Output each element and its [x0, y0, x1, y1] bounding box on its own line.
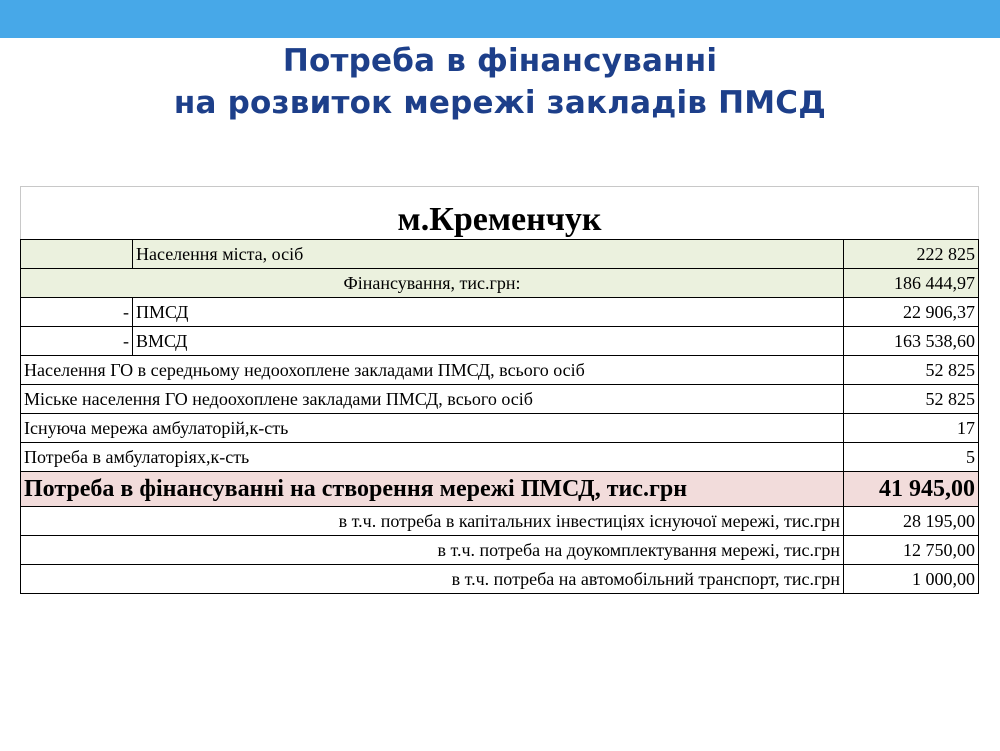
table-row-highlight	[21, 472, 979, 507]
pmsd-dash: -	[21, 298, 133, 327]
completion-value: 12 750,00	[844, 536, 979, 565]
need-ambulatories-value: 5	[844, 443, 979, 472]
table-title-row	[21, 187, 979, 240]
table-row	[21, 443, 979, 472]
table-row	[21, 414, 979, 443]
financing-value: 186 444,97	[844, 269, 979, 298]
go-uncovered-avg-value: 52 825	[844, 356, 979, 385]
existing-network-label: Існуюча мережа амбулаторій,к-сть	[21, 414, 844, 443]
population-value: 222 825	[844, 240, 979, 269]
capital-investments-value: 28 195,00	[844, 507, 979, 536]
empty-cell	[21, 240, 133, 269]
need-ambulatories-label: Потреба в амбулаторіях,к-сть	[21, 443, 844, 472]
vmsd-dash: -	[21, 327, 133, 356]
need-financing-value: 41 945,00	[844, 472, 979, 507]
slide-title	[0, 40, 1000, 124]
existing-network-value: 17	[844, 414, 979, 443]
table-row	[21, 240, 979, 269]
top-accent-bar	[0, 0, 1000, 38]
transport-value: 1 000,00	[844, 565, 979, 594]
table-row	[21, 536, 979, 565]
need-financing-label: Потреба в фінансуванні на створення мережі ПМСД, тис.грн	[21, 472, 844, 507]
slide-title-line-2: на розвиток мережі закладів ПМСД	[173, 85, 827, 121]
table-row	[21, 298, 979, 327]
go-uncovered-avg-label: Населення ГО в середньому недоохоплене закладами ПМСД, всього осіб	[21, 356, 844, 385]
completion-label: в т.ч. потреба на доукомплектування мережі, тис.грн	[21, 536, 844, 565]
table-row	[21, 269, 979, 298]
population-label: Населення міста, осіб	[133, 240, 844, 269]
table-row	[21, 327, 979, 356]
pmsd-label: ПМСД	[133, 298, 844, 327]
vmsd-value: 163 538,60	[844, 327, 979, 356]
table-row	[21, 385, 979, 414]
city-uncovered-label: Міське населення ГО недоохоплене закладами ПМСД, всього осіб	[21, 385, 844, 414]
city-name: м.Кременчук	[21, 187, 979, 240]
financing-table	[20, 186, 979, 594]
table-row	[21, 507, 979, 536]
transport-label: в т.ч. потреба на автомобільний транспорт, тис.грн	[21, 565, 844, 594]
pmsd-value: 22 906,37	[844, 298, 979, 327]
table-row	[21, 356, 979, 385]
slide-title-line-1: Потреба в фінансуванні	[282, 43, 718, 79]
capital-investments-label: в т.ч. потреба в капітальних інвестиціях існуючої мережі, тис.грн	[21, 507, 844, 536]
vmsd-label: ВМСД	[133, 327, 844, 356]
table-row	[21, 565, 979, 594]
financing-label: Фінансування, тис.грн:	[21, 269, 844, 298]
city-uncovered-value: 52 825	[844, 385, 979, 414]
